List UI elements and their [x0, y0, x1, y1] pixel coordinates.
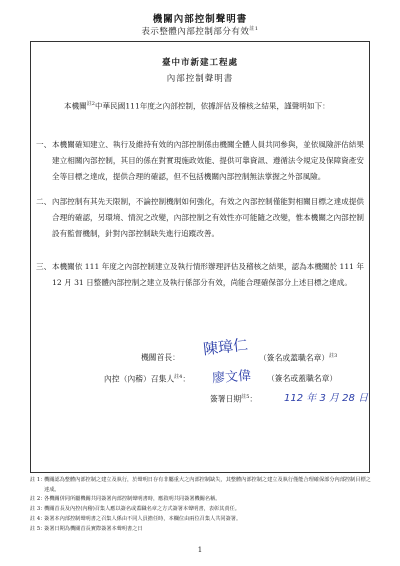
item-text: 本機關確知建立、執行及維持有效的內部控制係由機關全體人員共同參與，並依風險評估結果建立相關內部控制，其目的係在對實現施政效能、提供可靠資訊、遵循法令規定及保障資產安全等目標之達成，提供合理的確認，但不包括機關內部控制無法掌握之外部風險。 — [52, 140, 364, 182]
convener-note-text: （簽名或蓋職名章） — [267, 374, 338, 383]
item-text: 本機關依 111 年度之內部控制建立及執行情形辦理評估及稽核之結果，認為本機關於 111 年 12 月 31 日整體內部控制之建立及執行係部分有效，尚能合理確保部分上述目標之達成。 — [52, 262, 365, 288]
head-label: 機關首長： — [141, 353, 180, 362]
document-title: 機關內部控制聲明書 — [152, 14, 248, 25]
convener-handwritten-signature: 廖文偉 — [211, 368, 252, 387]
footnote-label: 註 4： — [30, 516, 46, 522]
date-note-ref: 註5 — [241, 394, 250, 400]
intro-paragraph — [36, 96, 364, 115]
footnote-label: 註 2： — [30, 496, 46, 502]
head-handwritten-signature: 陳璋仁 — [202, 335, 249, 359]
footnote-text: 機關認為整體內部控制之建立及執行，於聲明日存有非屬重大之內部控制缺失，其整體內部控制之建立及執行僅能合理確保部分內部控制目標之達成。 — [44, 477, 371, 493]
footnote-text: 各機關併同所屬機關共同簽署內部控制聲明書時，應敘明共同簽署機關名稱。 — [44, 496, 221, 502]
handwritten-date: 112 年 3 月 28 日 — [284, 393, 369, 404]
intro-note-ref: 註2 — [86, 101, 95, 107]
footnote-3 — [30, 505, 375, 515]
footnote-label: 註 3： — [30, 506, 46, 512]
declaration-title: 內部控制聲明書 — [166, 74, 234, 84]
footnote-text: 機關首長及內控(內稽)召集人應以簽名或蓋職名章之方式簽署本聲明書，表彰其責任。 — [44, 506, 240, 512]
head-note-ref: 註3 — [329, 353, 338, 359]
footnote-text: 簽署日期為機關首長實際簽署本聲明書之日 — [44, 526, 143, 532]
convener-label: 內控（內稽）召集人 — [104, 374, 175, 384]
subtitle-note-ref: 註1 — [249, 26, 259, 33]
convener-signature-note — [267, 373, 337, 384]
footnote-1 — [30, 476, 375, 495]
footnote-label: 註 5： — [30, 526, 46, 532]
intro-prefix: 本機關 — [64, 101, 87, 111]
footnote-5 — [30, 525, 375, 535]
head-signature-note — [259, 352, 337, 364]
item-number: 三、 — [36, 262, 52, 271]
date-row — [210, 393, 257, 405]
convener-note-ref: 註4 — [174, 374, 183, 380]
statement-item-2 — [36, 194, 364, 243]
subtitle-text: 表示整體內部控制部分有效 — [141, 27, 250, 37]
head-note-text: （簽名或蓋職名章） — [259, 353, 330, 363]
convener-signature-row — [104, 373, 190, 385]
organization-name: 臺中市新建工程處 — [161, 58, 238, 68]
item-text: 內部控制有其先天限制，不論控制機制如何強化，有效之內部控制僅能對相關目標之達成提供合理的確認，另環境、情況之改變，內部控制之有效性亦可能隨之改變，惟本機關之內部控制設有監督機制，針對內部控制缺失進行追蹤改善。 — [52, 197, 364, 239]
item-number: 一、 — [36, 140, 52, 149]
head-signature-row — [141, 352, 180, 363]
footnote-2 — [30, 495, 375, 505]
statement-item-3 — [36, 259, 364, 291]
statement-item-1 — [36, 137, 364, 186]
page-number: 1 — [197, 546, 203, 554]
date-colon: ： — [249, 394, 258, 404]
footnote-4 — [30, 515, 375, 525]
footnote-label: 註 1： — [30, 477, 46, 483]
footnote-text: 簽署本內部控制聲明書之召集人係由不同人員擔任時，本欄位由兩位召集人共同簽署。 — [44, 516, 242, 522]
intro-text: 中華民國111年度之內部控制，依據評估及稽核之結果，謹聲明如下： — [94, 101, 330, 111]
document-subtitle — [0, 25, 400, 37]
convener-colon: ： — [182, 374, 191, 384]
date-label: 簽署日期 — [210, 394, 242, 404]
item-number: 二、 — [36, 197, 52, 206]
